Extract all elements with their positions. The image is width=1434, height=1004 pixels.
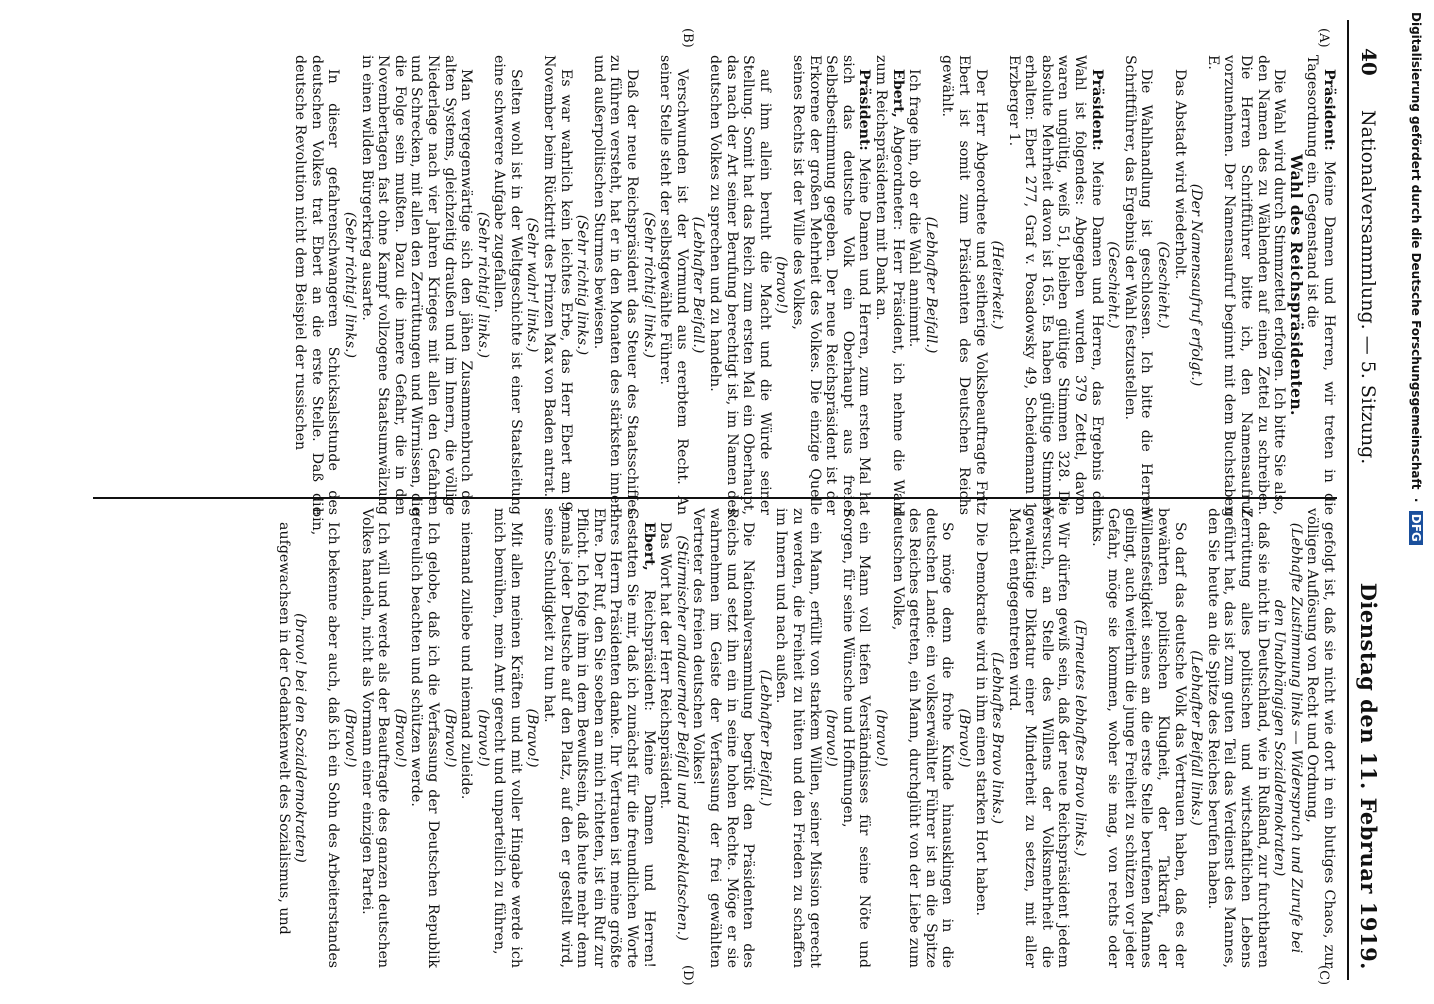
paragraph: auf ihm allein beruht die Macht und die Würde seiner Stellung. Somit hat das Reich zum ersten Mal ein Oberhaupt, das nach der Art seiner Berufung berechtigt ist, im Namen des deutschen Volkes zu sprechen und zu handeln. [707,55,773,515]
interjection: (Lebhafter Beifall.) [690,216,707,354]
interjection: (Stürmischer andauernder Beifall und Händeklatschen.) [673,535,690,941]
interjection: (Sehr richtig! links.) [341,211,358,359]
paragraph [1304,55,1337,515]
paragraph [789,55,872,515]
interjection: (bravo! bei den Sozialdemokraten) [292,613,309,863]
margin-mark-a: (A) [1316,28,1331,48]
interjection: (Bravo!) [441,708,458,768]
paragraph: Ich will und werde als der Beauftragte des ganzen deutschen Volkes handeln, nicht als Vormann einer einzigen Partei. [358,508,392,968]
paragraph: Das Abstadt wird wiederholt. [1171,69,1188,280]
paragraph: daß sie nicht in Deutschland, wie in Rußland, zur furchtbaren Zerrüttung alles politischen und wirtschaftlichen Lebens geführt hat, das ist zum guten Teil das Verdienst des Mannes, den Sie heute an die Spitze des Reiches berufen haben. [1204,508,1271,968]
dfg-banner: Digitalisierung gefördert durch die Deutsche Forschungsgemeinschaft · DFG [1402,4,1430,996]
interjection: (Geschieht.) [1105,241,1122,329]
interjection: (Bravo!) [341,708,358,768]
dfg-logo: DFG [1409,511,1423,545]
paragraph: Das Wort hat der Herr Reichspräsident. [657,522,674,810]
paragraph: ein Mann, erfüllt von starkem Willen, seiner Mission gerecht zu werden, die Freiheit zu hüten und den Frieden zu schaffen im Innern und nach außen. [773,508,823,968]
paragraph: Mit allen meinen Kräften und mit voller Hingabe werde ich mich bemühen, mein Amt gerecht und unparteilich zu führen, [491,508,524,968]
speaker: Präsident: [1088,69,1105,151]
text: Meine Damen und Herren, das Ergebnis der Wahl ist folgendes: Abgegeben wurden 379 Zettel, davon waren ungültig, weiß 51, bleiben gültige Stimmen 328. Die absolute Mehrheit davon ist 165. Es haben gültige Stimmen erhalten: Ebert 277, Graf v. Posadowsky 49, Scheidemann 1, Erzberger 1. [1005,55,1105,515]
rotated-page [75,0,1395,1000]
interjection: (Lebhaftes Bravo links.) [989,651,1006,825]
margin-mark-d: (D) [680,965,695,986]
paragraph: gefolgt ist, daß sie nicht wie dort in ein blutiges Chaos, zur völligen Auflösung von Recht und Ordnung, [1304,508,1337,968]
paragraph: So darf das deutsche Volk das Vertrauen haben, daß es der bewährten politischen Klugheit, der Tatkraft, der Willensfestigkeit seines an die erste Stelle berufenen Mannes gelingt, auch weiterhin die junge Freiheit zu schützen vor jeder Gefahr, möge sie kommen, woher sie mag, von rechts oder links. [1088,508,1188,968]
speaker: Ebert, [889,69,906,118]
interjection: (Bravo!) [524,708,541,768]
paragraph: niemand zuliebe und niemand zuleide. [458,522,475,800]
text: Meine Damen und Herren, wir treten in die Tagesordnung ein. Gegenstand ist die [1304,55,1337,515]
column-divider [93,497,1337,499]
paragraph: aufgewachsen in der Gedankenwelt des Sozialismus, und [275,522,292,935]
margin-mark-b: (B) [680,28,695,48]
paragraph: Verschwunden ist der Vormund aus ererbtem Recht. An seiner Stelle steht der selbstgewählte Führer. [657,55,690,515]
speaker: Präsident: [856,69,873,151]
paragraph: Ich gelobe, daß ich die Verfassung der Deutschen Republik getreulich beachten und schützen werde. [408,508,441,968]
page-header [1347,20,1387,980]
paragraph: Man vergegenwärtige sich den jähen Zusammenbruch des alten Systems, gleichzeitig draußen und im Innern, die völlige Niederlage nach vier Jahren Krieges mit allen den Gefahren und Schrecken, mit allen den Zerrüttungen und Wirrnissen, die die Folge sein mußten. Dazu die innere Gefahr, die in den Novembertagen fast ohne Kampf vollzogene Staatsumwälzung in einen wilden Bürgerkrieg ausarte. [358,55,475,515]
paragraph: So möge denn die frohe Kunde hinausklingen in die deutschen Lande: ein volkserwählter Führer ist an die Spitze des Reiches getreten, ein Mann, durchglüht von der Liebe zum deutschen Volke, [889,508,956,968]
page-number: 40 [1357,48,1381,76]
paragraph: Die Wahl wird durch Stimmzettel erfolgen. Ich bitte Sie also, den Namen des zu Wählenden auf einen Zettel zu schreiben. Die Herren Schriftführer bitte ich, den Namensaufruf vorzunehmen. Der Namensaufruf beginnt mit dem Buchstaben E. [1204,55,1288,515]
paragraph: Selten wohl ist in der Weltgeschichte ist einer Staatsleitung eine schwerere Aufgabe zugefallen. [491,55,524,515]
interjection: (Bravo!) [955,708,972,768]
paragraph: In dieser gefahrenschwangeren Schicksalsstunde des deutschen Volkes trat Ebert an die erste Stelle. Daß die deutsche Revolution nicht dem Beispiel der russischen [292,55,342,515]
paragraph: Es war wahrlich kein leichtes Erbe, das Herr Ebert am 9. November beim Rücktritt des Prinzen Max von Baden antrat. [541,55,574,515]
interjection: (bravo!) [872,709,889,767]
interjection: (Der Namensaufruf erfolgt.) [1188,183,1205,387]
interjection: (bravo!) [474,709,491,767]
paragraph: Die Wahlhandlung ist geschlossen. Ich bitte die Herren Schriftführer, das Ergebnis der Wahl festzustellen. [1121,55,1155,515]
interjection: (Lebhafter Beifall links.) [1188,650,1205,826]
paragraph [1005,55,1105,515]
interjection: (Sehr richtig! links.) [640,211,657,359]
paragraph [541,508,657,968]
paragraph: ein Mann voll tiefen Verständnisses für seine Nöte und Sorgen, für seine Wünsche und Hoffnungen, [839,508,873,968]
interjection: (Bravo!) [391,708,408,768]
paragraph: Ich bekenne aber auch, daß ich ein Sohn des Arbeiterstandes bin, [308,508,342,968]
interjection: (bravo!) [823,709,840,767]
margin-mark-c: (C) [1316,965,1331,986]
interjection: (Sehr richtig! links.) [474,211,491,359]
header-right: Dienstag den 11. Februar 1919. [1356,582,1381,970]
paragraph: Wir dürfen gewiß sein, daß der neue Reichspräsident jedem Versuch, an Stelle des Willens der Volksmehrheit die gewalttätige Diktatur einer Minderheit zu setzen, mit aller Macht entgegentreten wird. [1005,508,1072,968]
interjection: (Sehr richtig links.) [574,214,591,356]
speaker: Ebert, [640,522,657,571]
paragraph: Der Herr Abgeordnete und seitherige Volksbeauftragte Fritz Ebert ist somit zum Präsidenten des Deutschen Reichs gewählt. [939,55,989,515]
text: Meine Damen und Herren, zum ersten Mal hat sich das deutsche Volk ein Oberhaupt aus freier Selbstbestimmung gegeben. Der neue Reichspräsident ist der Erkorene der großen Mehrheit des Volkes. Die einzige Quelle seines Rechts ist der Wille des Volkes, [790,55,873,515]
paragraph: Ich frage ihn, ob er die Wahl annimmt. [906,69,923,348]
column-left [292,55,1337,515]
interjection: (Geschieht.) [1155,241,1172,329]
interjection: (Lebhafter Beifall.) [922,216,939,354]
paragraph [872,55,905,515]
interjection: (Lebhafter Beifall.) [756,669,773,807]
interjection: (Erneutes lebhaftes Bravo links.) [1072,619,1089,857]
header-left: Nationalversammlung. — 5. Sitzung. [1357,110,1379,465]
interjection: (Heiterkeit.) [989,240,1006,330]
digitization-credit: Digitalisierung gefördert durch die Deutsche Forschungsgemeinschaft [1409,12,1423,490]
column-right [275,508,1337,968]
paragraph: Die Nationalversammlung begrüßt den Präsidenten des Reichs und setzt ihn ein in seine hohen Rechte. Möge er sie wahrnehmen im Geiste der Verfassung der frei gewählten Vertreter des freien deutschen Volkes! [690,508,757,968]
section-heading: Wahl des Reichspräsidenten. [1286,154,1306,416]
interjection: (bravo!) [773,256,790,314]
interjection: (Sehr wahr! links.) [524,217,541,353]
text: Reichspräsident: Meine Damen und Herren! Gestatten Sie mir, daß ich zunächst für die freundlichen Worte Ihres Herrn Präsidenten danke. Ihr Vertrauen ist meine größte Ehre. Der Ruf, den Sie soeben an mich richteten, ist ein Ruf zur Pflicht. Ich folge ihm in dem Bewußtsein, daß heute mehr denn jemals jeder Deutsche auf den Platz, auf den er gestellt wird, seine Schuldigkeit zu tun hat. [541,508,657,968]
text: Abgeordneter: Herr Präsident, ich nehme die Wahl zum Reichspräsidenten mit Dank an. [872,55,906,515]
interjection: (Lebhafte Zustimmung links — Widerspruch und Zurufe bei den Unabhängigen Sozialdemokraten) [1271,522,1304,954]
paragraph: Die Demokratie wird in ihm einen starken Hort haben. [972,522,989,917]
paragraph: Daß der neue Reichspräsident das Steuer des Staatsschiffes zu führen versteht, hat er in den Monaten des stärksten inner- und außerpolitischen Sturmes bewiesen. [590,55,641,515]
speaker: Präsident: [1321,69,1337,151]
